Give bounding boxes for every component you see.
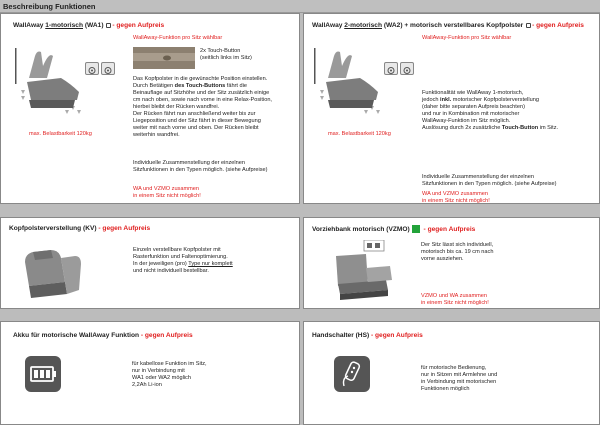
kv-description: Einzeln verstellbare Kopfpolster mit Rasterfunktion und Faltenoptimierung. In der jeweiligen (pro) Type nur komplett und nicht individuell bestellbar. [133,247,233,274]
hs-title: Handschalter (HS) - gegen Aufpreis [312,332,423,339]
wa1-max-load: max. Belastbarkeit 120kg [29,131,92,137]
wa2-subtitle: WallAway-Funktion pro Sitz wählbar [422,35,512,41]
vzmo-warning: VZMO und WA zusammen in einem Sitz nicht möglich! [421,293,489,306]
vzmo-indicator-icon [412,225,420,233]
hand-switch-icon [334,356,370,392]
vzmo-description: Der Sitz lässt sich individuell, motorisch bis ca. 19 cm nach vorne ausziehen. [421,242,494,262]
wa2-description: Funktionalität wie WallAway 1-motorisch, jedoch inkl. motorischer Kopfpolsterverstellung (daher bitte separaten Aufpreis beachten) und nur in Kombination mit motorischer WallAway-Funktion im Sitz möglich. Auslösung durch 2x zusätzliche Touch-Button im Sitz. [422,90,559,131]
wa2-title: WallAway 2-motorisch (WA2) + motorisch verstellbares Kopfpolster - gegen Aufpreis [312,22,584,29]
wallaway-chair-icon [312,48,382,126]
sliding-seat-icon [330,240,400,302]
wa2-warning: WA und VZMO zusammen in einem Sitz nicht möglich! [422,191,490,204]
akku-description: für kabellose Funktion im Sitz, nur in Verbindung mit WA1 oder WA2 möglich 2,2Ah Li-ion [132,361,207,388]
wa1-combo-note: Individuelle Zusammenstellung der einzelnen Sitzfunktionen in den Typen möglich. (siehe Aufpreise) [133,160,268,173]
section-header: Beschreibung Funktionen [0,0,600,13]
akku-panel [0,321,300,425]
wa1-subtitle: WallAway-Funktion pro Sitz wählbar [133,35,223,41]
vzmo-title: Vorziehbank motorisch (VZMO) - gegen Aufpreis [312,225,476,233]
separator [0,309,600,321]
hs-description: für motorische Bedienung, nur in Sitzen mit Armlehne und in Verbindung mit motorischen Funktionen möglich [421,365,498,392]
wa1-panel [0,13,300,204]
wa2-max-load: max. Belastbarkeit 120kg [328,131,391,137]
wa1-warning: WA und VZMO zusammen in einem Sitz nicht möglich! [133,186,201,199]
vzmo-panel [303,217,600,309]
wa1-description: Das Kopfpolster in die gewünschte Position einstellen. Durch Betätigen des Touch-Buttons fährt die Beinauflage auf Sitzhöhe und der Sitz zusätzlich einige cm nach oben, sowie nach vorne in eine Relax-Position, hierbei bleibt der Rücken wandfrei. Der Rücken fährt nun anschließend weiter bis zur Liegeposition und der Sitz fährt in dieser Bewegung weiter mit nach vorne und oben. Der Rücken bleibt weiterhin wandfrei. [133,76,272,138]
seat-option-icon [526,23,531,28]
touch-button-icon [85,62,99,75]
seat-option-icon [106,23,111,28]
separator [0,204,600,217]
wa2-combo-note: Individuelle Zusammenstellung der einzelnen Sitzfunktionen in den Typen möglich. (siehe Aufpreise) [422,174,557,187]
touch-button-photo [133,47,195,69]
touch-button-icon [101,62,115,75]
touch-button-icon [384,62,398,75]
kv-panel [0,217,300,309]
battery-icon [25,356,61,392]
wallaway-chair-icon [13,48,83,126]
hs-panel [303,321,600,425]
touch-button-icon [400,62,414,75]
wa1-title: WallAway 1-motorisch (WA1) - gegen Aufpreis [13,22,165,29]
wa2-panel [303,13,600,204]
kv-title: Kopfpolsterverstellung (KV) - gegen Aufpreis [9,225,151,232]
headrest-icon [21,242,85,300]
akku-title: Akku für motorische WallAway Funktion - gegen Aufpreis [13,332,193,339]
touch-button-label: 2x Touch-Button (seitlich links im Sitz) [200,48,252,61]
